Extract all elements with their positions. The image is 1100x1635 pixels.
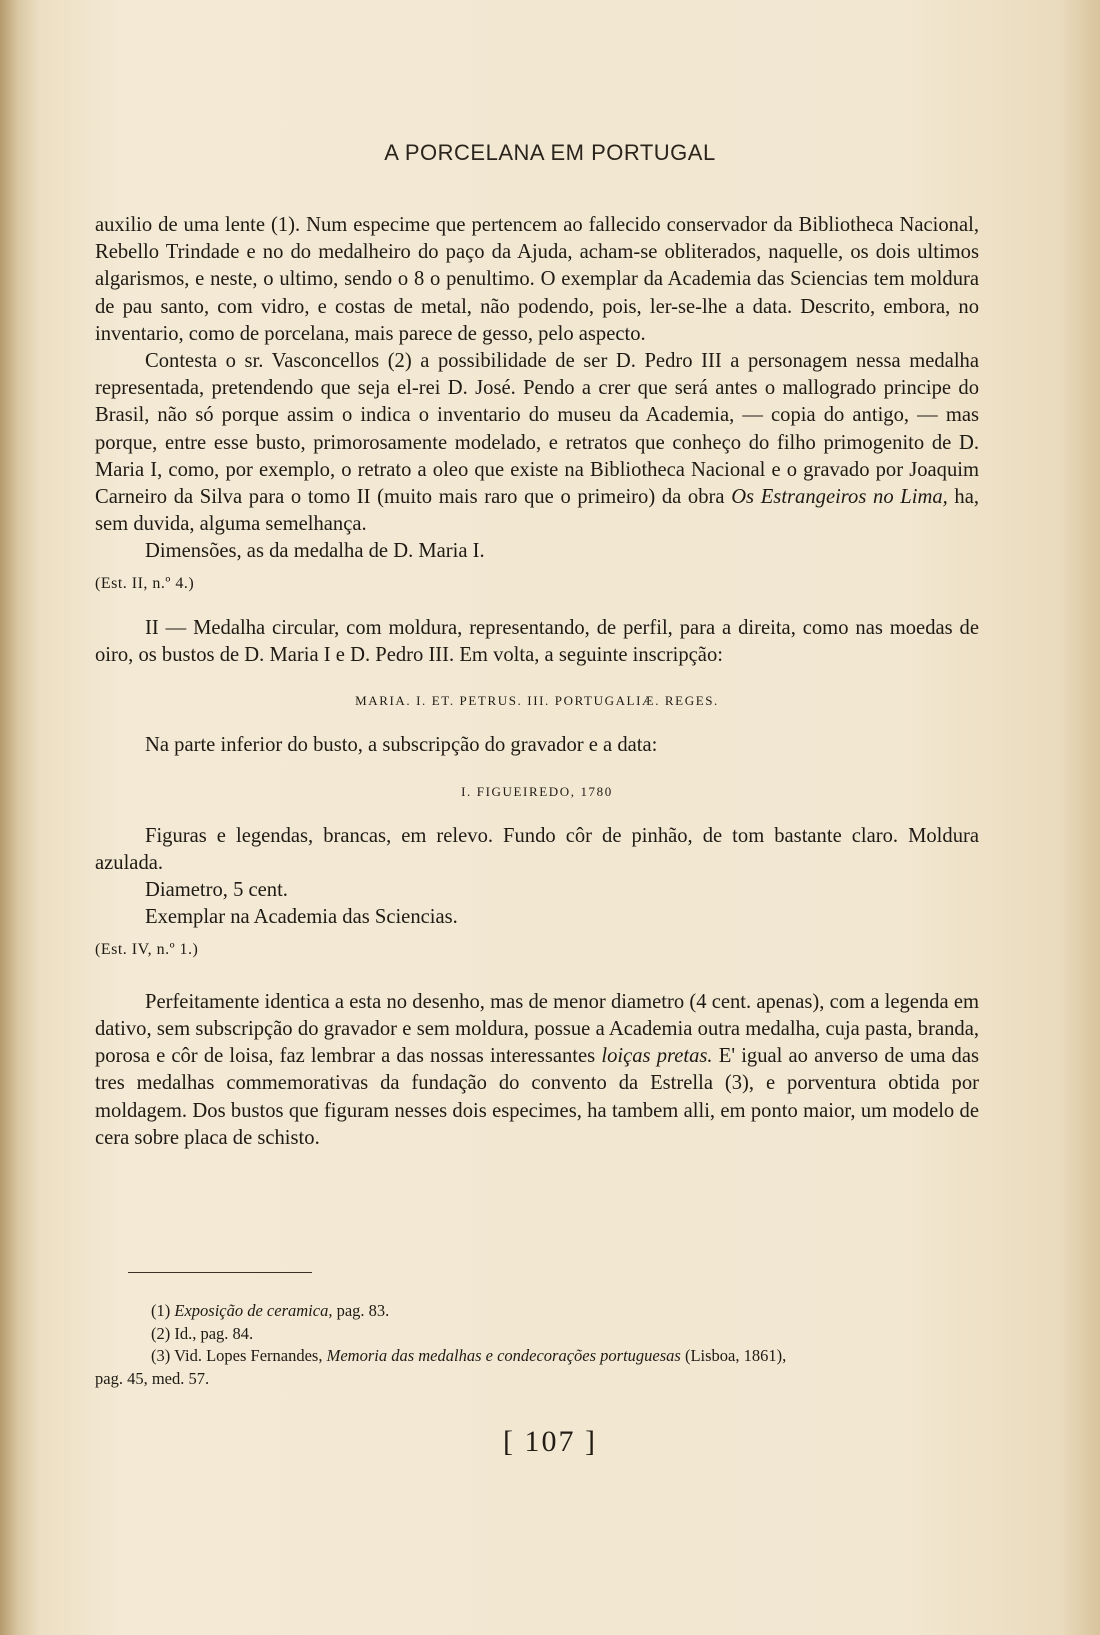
- footnote-1: [95, 1300, 979, 1323]
- footnote-3-place: (Lisboa, 1861),: [680, 1346, 787, 1365]
- plate-reference-1: (Est. II, n.º 4.): [95, 574, 195, 592]
- engraver-signature: I. FIGUEIREDO, 1780: [461, 783, 613, 799]
- paragraph-9-text: Perfeitamente identica a esta no desenho, mas de menor diametro (4 cent. apenas), com a legenda em dativo, sem subscripção do gravador e sem moldura, possue a Academia outra medalha, cuja pasta, branda, porosa e côr de loisa, faz lembrar a das nossas interessantes: [95, 990, 979, 1068]
- book-title-italic: Os Estrangeiros no Lima,: [731, 486, 948, 509]
- body-text: [95, 212, 979, 1152]
- spacer: [95, 714, 979, 732]
- loicas-pretas-italic: loiças pretas.: [601, 1045, 713, 1068]
- paragraph-6: Figuras e legendas, brancas, em relevo. Fundo côr de pinhão, de tom bastante claro. Moldura azulada.: [95, 824, 979, 875]
- spacer: [95, 669, 979, 687]
- paragraph-2: [95, 348, 979, 538]
- footnote-3-author: (3) Vid. Lopes Fernandes,: [151, 1346, 327, 1365]
- footnote-3: [95, 1345, 979, 1368]
- footnote-1-title: Exposição de ceramica,: [174, 1301, 333, 1320]
- footnote-rule: [128, 1272, 312, 1273]
- paragraph-2-end: ha, sem duvida, alguma semelhança.: [95, 486, 980, 536]
- footnote-1-page: pag. 83.: [332, 1301, 390, 1320]
- spacer: [95, 963, 979, 989]
- paragraph-1: auxilio de uma lente (1). Num especime que pertencem ao fallecido conservador da Bibliotheca Nacional, Rebello Trindade e no do medalheiro do paço da Ajuda, acham-se obliterados, naquelle, os dois ultimos algarismos, e neste, o ultimo, sendo o 8 o penultimo. O exemplar da Academia das Sciencias tem moldura de pau santo, com vidro, e costas de metal, não podendo, pois, ler-se-lhe a data. Descrito, embora, no inventario, como de porcelana, mais parece de gesso, pelo aspecto.: [95, 214, 979, 345]
- paragraph-3: Dimensões, as da medalha de D. Maria I.: [145, 540, 485, 563]
- spacer: [95, 760, 979, 778]
- paragraph-2-text: Contesta o sr. Vasconcellos (2) a possibilidade de ser D. Pedro III a personagem nessa medalha representada, pretendendo que seja el-rei D. José. Pendo a crer que será antes o mallogrado principe do Brasil, não só porque assim o indica o inventario do museu da Academia, — copia do antigo, — mas porque, entre esse busto, primorosamente modelado, e retratos que conheço do filho primogenito de D. Maria I, como, por exemplo, o retrato a oleo que existe na Bibliotheca Nacional e o gravado por Joaquim Carneiro da Silva para o tomo II (muito mais raro que o primeiro) da obra: [95, 350, 979, 509]
- medal-inscription: MARIA. I. ET. PETRUS. III. PORTUGALIÆ. REGES.: [355, 693, 719, 709]
- plate-reference-2: (Est. IV, n.º 1.): [95, 940, 199, 958]
- paragraph-8: Exemplar na Academia das Sciencias.: [145, 906, 458, 929]
- footnote-3-title: Memoria das medalhas e condecorações portuguesas: [326, 1346, 681, 1365]
- running-head: A PORCELANA EM PORTUGAL: [384, 140, 716, 165]
- paragraph-9: [95, 989, 979, 1152]
- paragraph-9-end: E' igual ao anverso de uma das tres medalhas commemorativas da fundação do convento da Estrella (3), e porventura obtida por moldagem. Dos bustos que figuram nesses dois especimes, ha tambem alli, em ponto maior, um modelo de cera sobre placa de schisto.: [95, 1045, 979, 1149]
- footnote-2: (2) Id., pag. 84.: [151, 1323, 254, 1343]
- spacer: [95, 805, 979, 823]
- spacer: [95, 597, 979, 615]
- paragraph-7: Diametro, 5 cent.: [145, 879, 288, 902]
- page-number: [ 107 ]: [503, 1425, 597, 1458]
- paragraph-4: II — Medalha circular, com moldura, representando, de perfil, para a direita, como nas moedas de oiro, os bustos de D. Maria I e D. Pedro III. Em volta, a seguinte inscripção:: [95, 616, 979, 667]
- footnote-3-continuation: pag. 45, med. 57.: [95, 1368, 210, 1388]
- footnotes: [95, 1300, 979, 1390]
- footnote-1-number: (1): [151, 1301, 175, 1320]
- paragraph-5: Na parte inferior do busto, a subscripção do gravador e a data:: [145, 734, 658, 757]
